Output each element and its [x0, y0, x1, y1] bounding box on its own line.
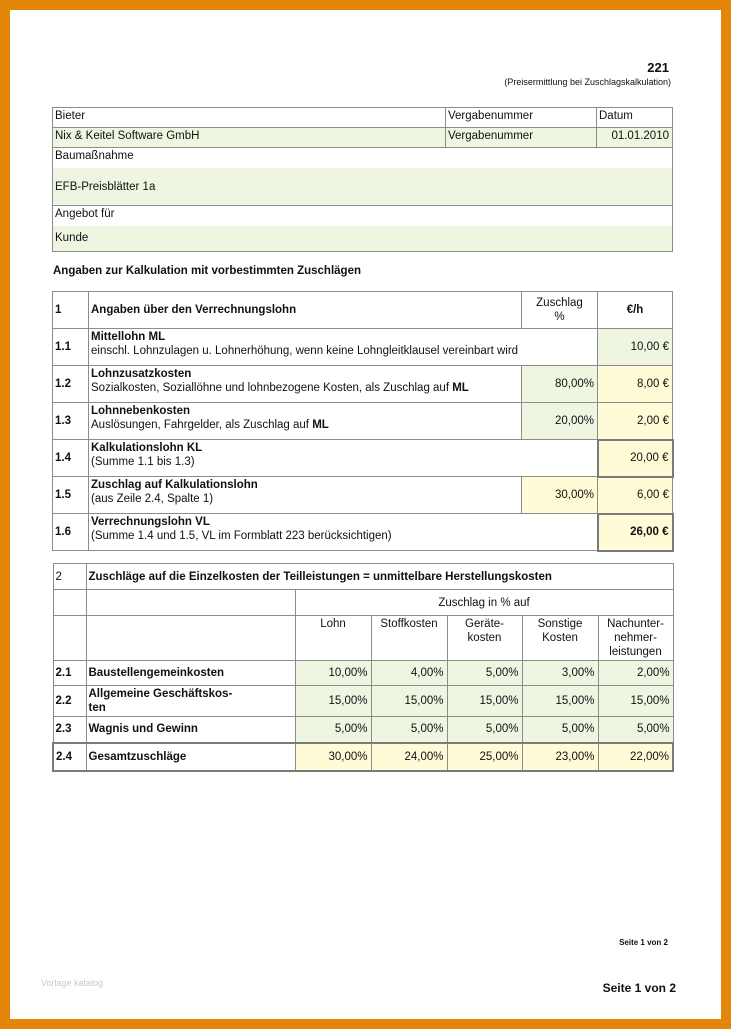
vergabe-label: Vergabenummer	[446, 108, 597, 128]
percent-cell[interactable]: 2,00%	[598, 661, 673, 686]
col-zuschlag-header	[522, 292, 598, 329]
row-number: 2.4	[53, 743, 86, 771]
page-prefix: Seite	[602, 981, 635, 995]
col-zuschlag-line1: Zuschlag	[536, 297, 583, 309]
row-label: Wagnis und Gewinn	[86, 717, 295, 743]
header-table	[52, 107, 673, 252]
table-row	[53, 366, 673, 403]
total-percent-cell: 22,00%	[598, 743, 673, 771]
row-label: Gesamtzuschläge	[86, 743, 295, 771]
value-cell: 6,00 €	[598, 477, 673, 514]
col-header-lohn	[295, 616, 371, 661]
row-desc-text: Auslösungen, Fahrgelder, als Zuschlag auf	[91, 419, 313, 431]
row-description	[89, 329, 598, 366]
section-heading: Zuschläge auf die Einzelkosten der Teilleistungen = unmittelbare Herstellungskosten	[86, 564, 673, 590]
col-header-line: Stoffkosten	[380, 618, 438, 630]
page-indicator	[603, 981, 676, 995]
col-header-stoffkosten	[371, 616, 447, 661]
row-desc: (aus Zeile 2.4, Spalte 1)	[91, 493, 214, 505]
col-header-line: Kosten	[542, 632, 578, 644]
row-description	[89, 477, 522, 514]
verrechnungslohn-table	[52, 291, 674, 552]
percent-cell[interactable]: 5,00%	[598, 717, 673, 743]
col-header-geraetekosten	[447, 616, 522, 661]
angebot-field[interactable]: Kunde	[53, 226, 673, 252]
datum-label: Datum	[597, 108, 673, 128]
row-label: Baustellengemeinkosten	[86, 661, 295, 686]
row-title: Kalkulationslohn KL	[91, 442, 203, 454]
row-desc	[91, 381, 519, 395]
total-row	[53, 743, 673, 771]
row-title: Verrechnungslohn VL	[91, 516, 210, 528]
row-number: 2.1	[53, 661, 86, 686]
col-header-line: Sonstige	[537, 618, 583, 630]
percent-cell[interactable]: 5,00%	[371, 717, 447, 743]
row-desc-bold: ML	[312, 419, 329, 431]
col-header-line: leistungen	[609, 646, 662, 658]
row-number: 1.4	[53, 440, 89, 477]
value-cell: 20,00 €	[598, 440, 673, 477]
page-current: 1	[634, 981, 642, 995]
section-number: 1	[53, 292, 89, 329]
row-number: 2.3	[53, 717, 86, 743]
row-label	[86, 686, 295, 717]
table-row	[53, 661, 673, 686]
empty-cell	[53, 616, 86, 661]
col-header-nachunternehmer	[598, 616, 673, 661]
percent-cell[interactable]: 10,00%	[295, 661, 371, 686]
row-desc-bold: ML	[452, 382, 469, 394]
total-percent-cell: 30,00%	[295, 743, 371, 771]
percent-cell: 30,00%	[522, 477, 598, 514]
row-title: Lohnnebenkosten	[91, 405, 191, 417]
row-number: 1.6	[53, 514, 89, 551]
col-header-line: Lohn	[320, 618, 346, 630]
percent-cell[interactable]: 15,00%	[598, 686, 673, 717]
row-number: 1.1	[53, 329, 89, 366]
empty-cell	[86, 590, 295, 616]
row-desc: (Summe 1.4 und 1.5, VL im Formblatt 223 berücksichtigen)	[91, 530, 392, 542]
row-number: 1.3	[53, 403, 89, 440]
percent-cell[interactable]: 15,00%	[447, 686, 522, 717]
percent-cell[interactable]: 15,00%	[371, 686, 447, 717]
total-percent-cell: 25,00%	[447, 743, 522, 771]
col-header-sonstige	[522, 616, 598, 661]
bieter-label: Bieter	[53, 108, 446, 128]
percent-cell[interactable]: 5,00%	[447, 717, 522, 743]
col-header-line: Geräte-	[465, 618, 504, 630]
row-description	[89, 403, 522, 440]
percent-cell[interactable]: 5,00%	[522, 717, 598, 743]
percent-cell[interactable]: 3,00%	[522, 661, 598, 686]
table-row	[53, 717, 673, 743]
section-title: Angaben zur Kalkulation mit vorbestimmten Zuschlägen	[53, 265, 361, 277]
row-desc	[91, 418, 519, 432]
total-percent-cell: 24,00%	[371, 743, 447, 771]
percent-cell[interactable]: 20,00%	[522, 403, 598, 440]
empty-cell	[53, 590, 86, 616]
table-row	[53, 477, 673, 514]
empty-cell	[86, 616, 295, 661]
table-row	[53, 329, 673, 366]
col-header-line: kosten	[467, 632, 502, 644]
vergabe-field[interactable]: Vergabenummer	[446, 128, 597, 148]
row-desc: einschl. Lohnzulagen u. Lohnerhöhung, wenn keine Lohngleitklausel vereinbart wird	[91, 345, 519, 357]
form-subtitle: (Preisermittlung bei Zuschlagskalkulation)	[504, 77, 671, 87]
row-number: 1.2	[53, 366, 89, 403]
page-suffix: von 2	[641, 981, 676, 995]
angebot-label: Angebot für	[53, 206, 673, 226]
total-value-cell: 26,00 €	[598, 514, 673, 551]
datum-field[interactable]: 01.01.2010	[597, 128, 673, 148]
row-number: 2.2	[53, 686, 86, 717]
baumassnahme-field[interactable]: EFB-Preisblätter 1a	[53, 168, 673, 206]
form-number: 221	[647, 60, 669, 75]
table-row	[53, 403, 673, 440]
percent-cell[interactable]: 4,00%	[371, 661, 447, 686]
percent-cell[interactable]: 80,00%	[522, 366, 598, 403]
row-title: Zuschlag auf Kalkulationslohn	[91, 479, 258, 491]
row-desc-text: Sozialkosten, Soziallöhne und lohnbezogene Kosten, als Zuschlag auf	[91, 382, 453, 394]
watermark: Vorlage katalog	[41, 978, 104, 988]
percent-cell[interactable]: 15,00%	[522, 686, 598, 717]
percent-cell[interactable]: 5,00%	[447, 661, 522, 686]
col-zuschlag-line2: %	[554, 311, 565, 323]
row-number: 1.5	[53, 477, 89, 514]
row-label-line: ten	[88, 702, 106, 714]
section-number: 2	[53, 564, 86, 590]
section-heading: Angaben über den Verrechnungslohn	[89, 292, 522, 329]
baumassnahme-label: Baumaßnahme	[53, 148, 673, 168]
percent-cell[interactable]: 15,00%	[295, 686, 371, 717]
col-header-line: Nachunter-	[607, 618, 664, 630]
table-row	[53, 440, 673, 477]
col-header-line: nehmer-	[614, 632, 657, 644]
row-description	[89, 366, 522, 403]
value-cell: 8,00 €	[598, 366, 673, 403]
row-title: Lohnzusatzkosten	[91, 368, 192, 380]
document-page	[10, 10, 721, 1019]
page-indicator-small: Seite 1 von 2	[619, 938, 668, 947]
total-percent-cell: 23,00%	[522, 743, 598, 771]
col-eur-header: €/h	[598, 292, 673, 329]
value-cell[interactable]: 10,00 €	[598, 329, 673, 366]
value-cell: 2,00 €	[598, 403, 673, 440]
row-label-line: Allgemeine Geschäftskos-	[88, 688, 233, 700]
row-desc: (Summe 1.1 bis 1.3)	[91, 456, 195, 468]
bieter-field[interactable]: Nix & Keitel Software GmbH	[53, 128, 446, 148]
table-row	[53, 686, 673, 717]
row-description	[89, 440, 598, 477]
group-header: Zuschlag in % auf	[295, 590, 673, 616]
zuschlaege-table	[52, 563, 674, 772]
percent-cell[interactable]: 5,00%	[295, 717, 371, 743]
table-row	[53, 514, 673, 551]
row-title: Mittellohn ML	[91, 331, 166, 343]
row-description	[89, 514, 598, 551]
